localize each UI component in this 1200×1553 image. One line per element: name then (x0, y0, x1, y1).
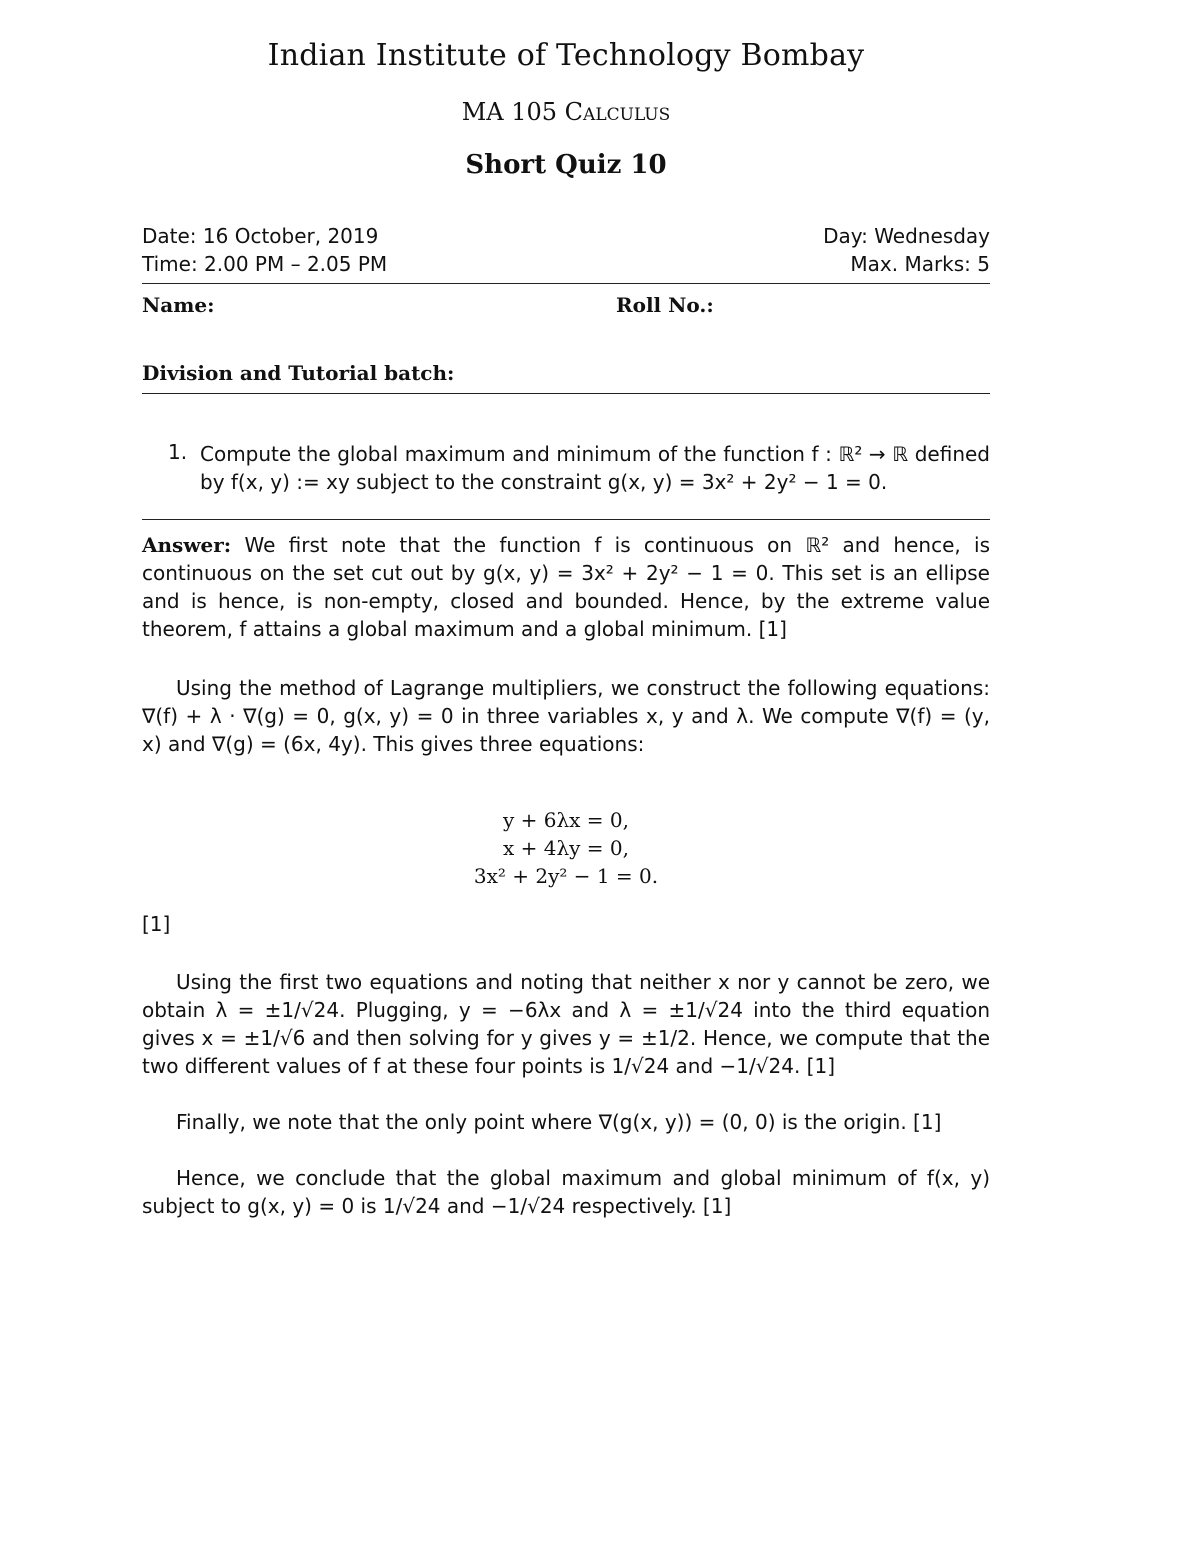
divider (142, 393, 990, 394)
question-text: Compute the global maximum and minimum of the function f : ℝ² → ℝ defined by f(x, y) := xy subject to the constraint g(x, y) = 3x² + 2y² − 1 = 0. (200, 442, 990, 494)
answer-paragraph-1 (142, 531, 990, 643)
institute-title: Indian Institute of Technology Bombay (267, 38, 865, 73)
course-title (142, 98, 990, 126)
quiz-title: Short Quiz 10 (465, 150, 667, 180)
course-name: MA 105 Calculus (461, 98, 671, 126)
answer-paragraph-4: Finally, we note that the only point where ∇(g(x, y)) = (0, 0) is the origin. [1] (176, 1110, 942, 1134)
time-text: Time: 2.00 PM – 2.05 PM (142, 252, 388, 276)
answer-label: Answer: (142, 533, 232, 557)
equation-1: y + 6λx = 0, (502, 808, 629, 832)
divider (142, 283, 990, 284)
marks-text: Max. Marks: 5 (850, 252, 990, 276)
answer-paragraph-5: Hence, we conclude that the global maximum and global minimum of f(x, y) subject to g(x, y) = 0 is 1/√24 and −1/√24 respectively. [1] (142, 1166, 990, 1218)
roll-field-label: Roll No.: (616, 293, 714, 317)
answer-paragraph-2: Using the method of Lagrange multipliers, we construct the following equations: ∇(f) + λ · ∇(g) = 0, g(x, y) = 0 in three variables x, y and λ. We compute ∇(f) = (y, x) and ∇(g) = (6x, 4y). This gives three equations: (142, 676, 990, 756)
division-field-label: Division and Tutorial batch: (142, 361, 455, 385)
answer-paragraph-3: Using the first two equations and noting that neither x nor y cannot be zero, we obtain λ = ±1/√24. Plugging, y = −6λx and λ = ±1/√24 into the third equation gives x = ±1/√6 and then solving for y gives y = ±1/2. Hence, we compute that the two different values of f at these four points is 1/√24 and −1/√24. [1] (142, 970, 990, 1078)
mark-label: [1] (142, 912, 171, 936)
equation-3: 3x² + 2y² − 1 = 0. (473, 864, 659, 888)
divider (142, 519, 990, 520)
meta-row-1 (142, 224, 990, 248)
name-field-label: Name: (142, 293, 215, 317)
date-text: Date: 16 October, 2019 (142, 224, 379, 248)
answer-p1-text: We first note that the function f is continuous on ℝ² and hence, is continuous on the set cut out by g(x, y) = 3x² + 2y² − 1 = 0. This set is an ellipse and is hence, is non-empty, closed and bounded. Hence, by the extreme value theorem, f attains a global maximum and a global minimum. [1] (142, 533, 990, 641)
day-text: Day: Wednesday (823, 224, 990, 248)
equation-2: x + 4λy = 0, (502, 836, 629, 860)
meta-row-2 (142, 252, 990, 276)
question-number: 1. (168, 440, 188, 464)
